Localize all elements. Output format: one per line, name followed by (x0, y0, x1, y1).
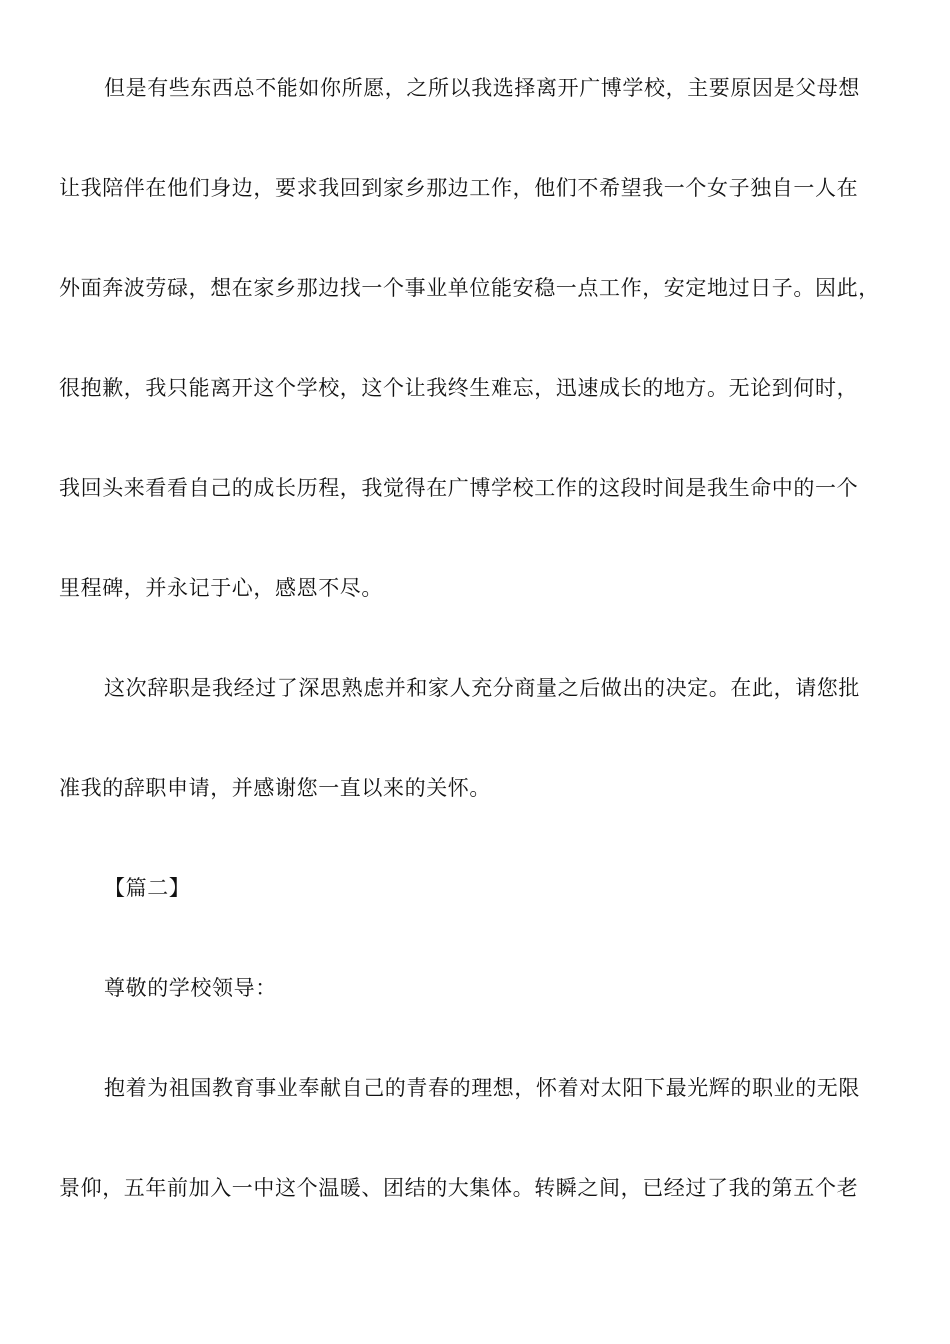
paragraph-line: 但是有些东西总不能如你所愿，之所以我选择离开广博学校，主要原因是父母想 (104, 76, 860, 100)
salutation: 尊敬的学校领导： (104, 976, 277, 1000)
paragraph-line: 很抱歉，我只能离开这个学校，这个让我终生难忘，迅速成长的地方。无论到何时， (59, 376, 859, 400)
paragraph-line: 准我的辞职申请，并感谢您一直以来的关怀。 (59, 776, 491, 800)
paragraph-line: 让我陪伴在他们身边，要求我回到家乡那边工作，他们不希望我一个女子独自一人在 (59, 176, 859, 200)
section-heading: 【篇二】 (104, 876, 191, 900)
paragraph-line: 这次辞职是我经过了深思熟虑并和家人充分商量之后做出的决定。在此，请您批 (104, 676, 860, 700)
paragraph-line: 外面奔波劳碌，想在家乡那边找一个事业单位能安稳一点工作，安定地过日子。因此， (59, 276, 880, 300)
paragraph-line: 景仰，五年前加入一中这个温暖、团结的大集体。转瞬之间，已经过了我的第五个老 (59, 1176, 859, 1200)
paragraph-line: 抱着为祖国教育事业奉献自己的青春的理想，怀着对太阳下最光辉的职业的无限 (104, 1076, 860, 1100)
paragraph-line: 我回头来看看自己的成长历程，我觉得在广博学校工作的这段时间是我生命中的一个 (59, 476, 859, 500)
paragraph-line: 里程碑，并永记于心，感恩不尽。 (59, 576, 383, 600)
